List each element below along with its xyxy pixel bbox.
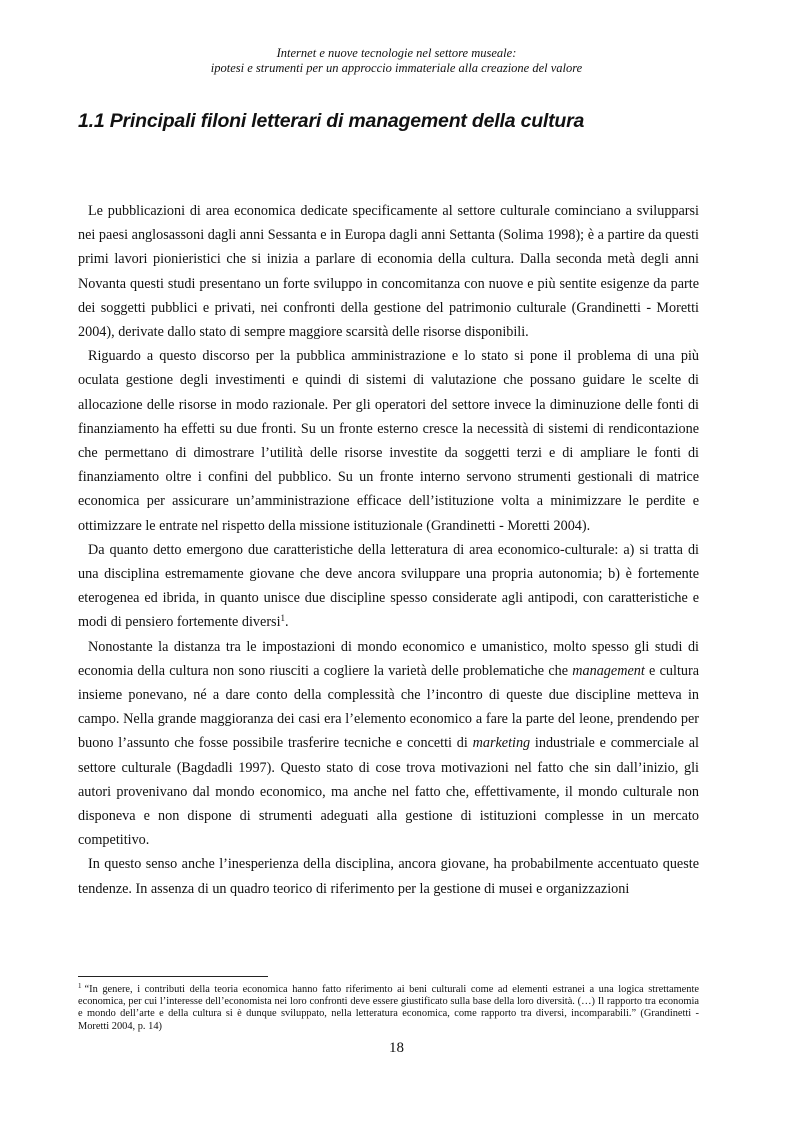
footnote-separator — [78, 976, 268, 977]
paragraph-4-emphasis-marketing: marketing — [472, 735, 531, 752]
paragraph-3 — [78, 538, 699, 635]
running-header-line-2: ipotesi e strumenti per un approccio immateriale alla creazione del valore — [210, 61, 583, 75]
running-header-line-1: Internet e nuove tecnologie nel settore museale: — [276, 46, 517, 60]
section-title: 1.1 Principali filoni letterari di management della cultura — [78, 110, 585, 132]
paragraph-4 — [78, 635, 699, 853]
footnote-text: “In genere, i contributi della teoria economica hanno fatto riferimento ai beni culturali come ad elementi estranei a una logica strettamente economica, per cui l’interesse dell’economista nei loro confronti deve essere giustificato sulla base della loro diversità. (…) Il rapporto tra economia e mondo dell’arte e della cultura si è dunque sviluppato, nella letteratura economica, come rapporto tra diversi, incomparabili.” (Grandinetti - Moretti 2004, p. 14) — [78, 984, 699, 1032]
page-number: 18 — [389, 1040, 404, 1056]
paragraph-4-part-c: industriale e commerciale al settore culturale (Bagdadli 1997). Questo stato di cose trova motivazioni nel fatto che sin dall’inizio, gli autori provenivano dal mondo economico, ma anche nel fatto che, effettivamente, il mondo culturale non disponeva e non dispone di strumenti adeguati alla gestione di istituzioni complesse in un mercato competitivo. — [78, 735, 699, 849]
running-header — [0, 46, 793, 76]
paragraph-4-part-b: e cultura insieme ponevano, né a dare conto della complessità che l’incontro di queste due discipline metteva in campo. Nella grande maggioranza dei casi era l’elemento economico a fare la parte del leone, prendendo per buono l’assunto che fosse possibile trasferire tecniche e concetti di — [78, 662, 699, 752]
footnote-reference[interactable]: 1 — [280, 613, 286, 624]
paragraph-3-text: Da quanto detto emergono due caratteristiche della letteratura di area economico-culturale: a) si tratta di una disciplina estremamente giovane che deve ancora sviluppare una propria autonomia; b) è fortemente eterogenea ed ibrida, in quanto unisce due discipline spesso considerate agli antipodi, con caratteristiche e modi di pensiero fortemente diversi — [78, 541, 699, 631]
paragraph-4-emphasis-management: management — [572, 662, 645, 679]
body-text — [78, 199, 699, 901]
paragraph-1: Le pubblicazioni di area economica dedicate specificamente al settore culturale cominciano a svilupparsi nei paesi anglosassoni dagli anni Sessanta e in Europa dagli anni Settanta (Solima 1998); è a partire da questi primi lavori pionieristici che si inizia a parlare di economia della cultura. Dalla seconda metà degli anni Novanta questi studi presentano un forte sviluppo in concomitanza con nuove e più sentite esigenze da parte dei soggetti pubblici e privati, nei confronti della gestione del patrimonio culturale (Grandinetti - Moretti 2004), derivate dallo stato di sempre maggiore scarsità delle risorse disponibili. — [78, 203, 699, 341]
paragraph-2: Riguardo a questo discorso per la pubblica amministrazione e lo stato si pone il problema di una più oculata gestione degli investimenti e quindi di sistemi di valutazione che possano guidare le scelte di allocazione delle risorse in modo razionale. Per gli operatori del settore invece la diminuzione delle fonti di finanziamento ha effetti su due fronti. Su un fronte esterno cresce la necessità di sistemi di rendicontazione che permettano di dimostrare l’utilità delle risorse investite da soggetti terzi e di ampliare le fonti di finanziamento oltre i confini del pubblico. Su un fronte interno servono strumenti gestionali di matrice economica per assicurare un’amministrazione efficace dell’istituzione volta a minimizzare le perdite e ottimizzare le entrate nel rispetto della missione istituzionale (Grandinetti - Moretti 2004). — [78, 348, 699, 534]
footnote-marker: 1 — [78, 982, 82, 990]
paragraph-3-end: . — [285, 614, 289, 631]
paragraph-4-part-a: Nonostante la distanza tra le impostazioni di mondo economico e umanistico, molto spesso gli studi di economia della cultura non sono riusciti a cogliere la varietà delle problematiche che — [78, 638, 699, 679]
footnote — [78, 984, 699, 1033]
paragraph-5: In questo senso anche l’inesperienza della disciplina, ancora giovane, ha probabilmente accentuato queste tendenze. In assenza di un quadro teorico di riferimento per la gestione di musei e organizzazioni — [78, 856, 699, 897]
